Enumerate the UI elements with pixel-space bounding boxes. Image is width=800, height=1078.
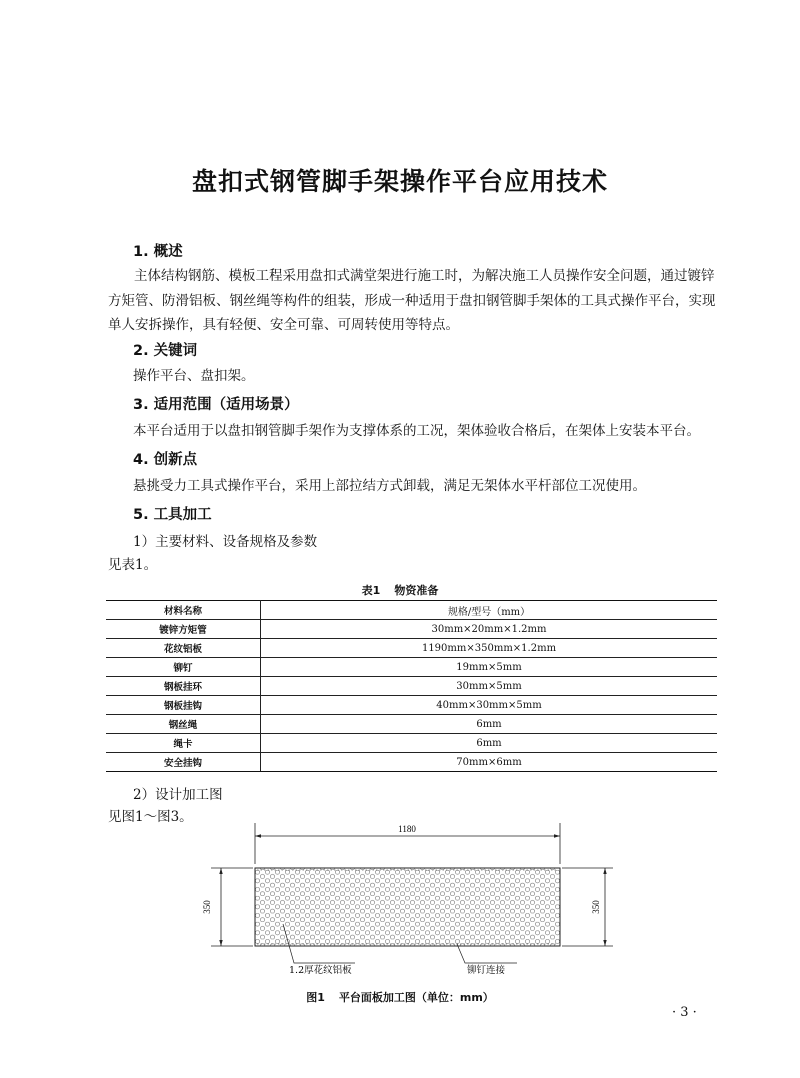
arrowhead-icon	[603, 868, 606, 874]
aluminum-panel	[255, 868, 560, 946]
arrowhead-icon	[219, 940, 222, 946]
section-heading-tooling: 5. 工具加工	[133, 507, 212, 523]
height-dimension-label-right: 350	[591, 900, 601, 914]
section-paragraph-scope: 本平台适用于以盘扣钢管脚手架作为支撑体系的工况，架体验收合格后，在架体上安装本平台。	[133, 423, 700, 439]
section-paragraph-innovation: 悬挑受力工具式操作平台，采用上部拉结方式卸载，满足无架体水平杆部位工况使用。	[133, 478, 646, 494]
width-dimension-label: 1180	[398, 824, 416, 834]
panel-drawing-figure	[195, 818, 625, 984]
height-dimension-label-left: 350	[202, 900, 212, 914]
page-number: · 3 ·	[672, 1005, 697, 1020]
table-row	[106, 620, 717, 639]
section-heading-innovation: 4. 创新点	[133, 452, 198, 468]
table-cell-material: 绳卡	[106, 734, 261, 753]
section-paragraph-overview	[108, 264, 720, 338]
section-heading-keywords: 2. 关键词	[133, 343, 198, 359]
arrowhead-icon	[603, 940, 606, 946]
table-row	[106, 658, 717, 677]
table-cell-material: 铆钉	[106, 658, 261, 677]
subsection-drawings: 2）设计加工图	[133, 787, 223, 803]
section-heading-overview: 1. 概述	[133, 244, 183, 260]
table-header-spec: 规格/型号（mm）	[261, 601, 718, 620]
figure-caption-number: 图1	[306, 991, 325, 1004]
table-cell-spec: 30mm×5mm	[261, 677, 718, 696]
document-title: 盘扣式钢管脚手架操作平台应用技术	[191, 167, 608, 196]
materials-table	[106, 600, 717, 772]
table-cell-material: 钢丝绳	[106, 715, 261, 734]
leader-line-rivet	[457, 944, 517, 963]
table-cell-spec: 70mm×6mm	[261, 753, 718, 772]
figure-caption-text: 平台面板加工图（单位：mm）	[338, 991, 494, 1004]
subsection-materials: 1）主要材料、设备规格及参数	[133, 534, 318, 550]
table-header-material: 材料名称	[106, 601, 261, 620]
table-header-row	[106, 601, 717, 620]
table-cell-material: 镀锌方矩管	[106, 620, 261, 639]
table-cell-spec: 1190mm×350mm×1.2mm	[261, 639, 718, 658]
arrowhead-icon	[255, 834, 261, 837]
figure-caption	[0, 989, 800, 1005]
table-row	[106, 715, 717, 734]
table-cell-material: 安全挂钩	[106, 753, 261, 772]
table-caption	[0, 582, 800, 598]
table-cell-spec: 6mm	[261, 715, 718, 734]
table-caption-number: 表1	[361, 584, 381, 597]
table-row	[106, 677, 717, 696]
table-row	[106, 639, 717, 658]
table-cell-spec: 40mm×30mm×5mm	[261, 696, 718, 715]
table-cell-spec: 30mm×20mm×1.2mm	[261, 620, 718, 639]
figure-reference: 见图1～图3。	[108, 809, 193, 825]
table-cell-material: 钢板挂环	[106, 677, 261, 696]
table-cell-material: 钢板挂钩	[106, 696, 261, 715]
table-reference: 见表1。	[108, 557, 158, 573]
arrowhead-icon	[219, 868, 222, 874]
section-heading-scope: 3. 适用范围（适用场景）	[133, 397, 299, 413]
table-cell-spec: 6mm	[261, 734, 718, 753]
arrowhead-icon	[554, 834, 560, 837]
table-row	[106, 696, 717, 715]
table-row	[106, 734, 717, 753]
table-row	[106, 753, 717, 772]
section-paragraph-keywords: 操作平台、盘扣架。	[133, 368, 255, 384]
paragraph-text: 主体结构钢筋、模板工程采用盘扣式满堂架进行施工时，为解决施工人员操作安全问题，通过镀锌方矩管、防滑铝板、钢丝绳等构件的组装，形成一种适用于盘扣钢管脚手架体的工具式操作平台，实现单人安拆操作，具有轻便、安全可靠、可周转使用等特点。	[108, 268, 716, 333]
label-aluminum-panel: 1.2厚花纹铝板	[289, 965, 352, 976]
table-caption-text: 物资准备	[394, 584, 439, 597]
label-rivet-connection: 铆钉连接	[467, 965, 506, 976]
table-cell-material: 花纹铝板	[106, 639, 261, 658]
table-cell-spec: 19mm×5mm	[261, 658, 718, 677]
